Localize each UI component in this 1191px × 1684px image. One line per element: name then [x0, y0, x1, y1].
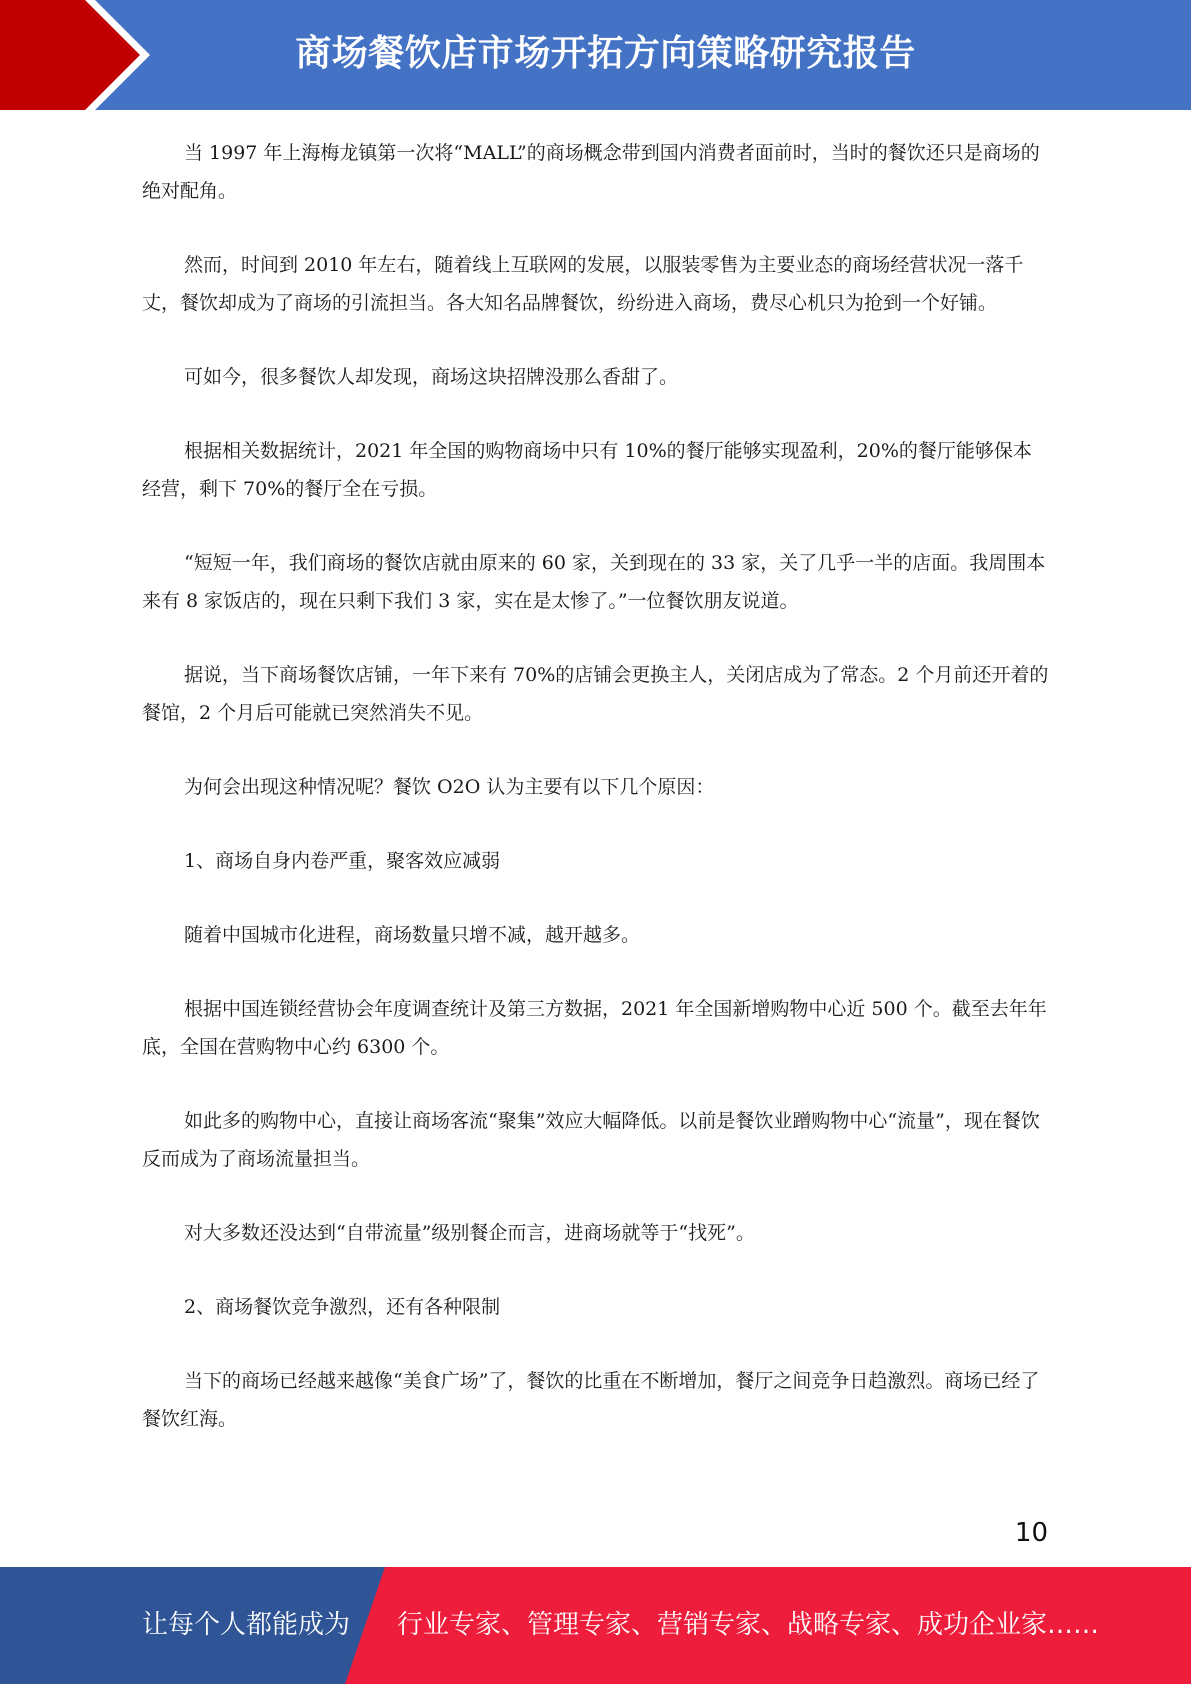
section-heading: 2、商场餐饮竞争激烈，还有各种限制 [184, 1296, 501, 1318]
page-title: 商场餐饮店市场开拓方向策略研究报告 [295, 33, 916, 74]
paragraph: 然而，时间到 2010 年左右，随着线上互联网的发展，以服装零售为主要业态的商场经营状况一落千丈，餐饮却成为了商场的引流担当。各大知名品牌餐饮，纷纷进入商场，费尽心机只为抢到一个好铺。 [142, 254, 1024, 314]
paragraph: “短短一年，我们商场的餐饮店就由原来的 60 家，关到现在的 33 家，关了几乎一半的店面。我周围本来有 8 家饭店的，现在只剩下我们 3 家，实在是太惨了。”一位餐饮朋友说道。 [142, 552, 1046, 612]
paragraph: 为何会出现这种情况呢？餐饮 O2O 认为主要有以下几个原因： [184, 776, 715, 798]
footer-slogan-left: 让每个人都能成为 [142, 1610, 351, 1640]
footer-slogan-right: 行业专家、管理专家、营销专家、战略专家、成功企业家…… [397, 1610, 1100, 1640]
paragraph: 当下的商场已经越来越像“美食广场”了，餐饮的比重在不断增加，餐厅之间竞争日趋激烈。商场已经了餐饮红海。 [142, 1370, 1040, 1430]
section-heading: 1、商场自身内卷严重，聚客效应减弱 [184, 850, 501, 872]
paragraph: 如此多的购物中心，直接让商场客流“聚集”效应大幅降低。以前是餐饮业蹭购物中心“流量”，现在餐饮反而成为了商场流量担当。 [142, 1110, 1040, 1170]
article-body [142, 134, 1050, 1474]
footer-banner [0, 1567, 1191, 1684]
paragraph: 随着中国城市化进程，商场数量只增不减，越开越多。 [184, 924, 641, 946]
paragraph: 根据相关数据统计，2021 年全国的购物商场中只有 10%的餐厅能够实现盈利，20%的餐厅能够保本经营，剩下 70%的餐厅全在亏损。 [142, 440, 1032, 500]
page-number: 10 [1014, 1518, 1048, 1548]
paragraph: 据说，当下商场餐饮店铺，一年下来有 70%的店铺会更换主人，关闭店成为了常态。2 个月前还开着的餐馆，2 个月后可能就已突然消失不见。 [142, 664, 1049, 724]
paragraph: 根据中国连锁经营协会年度调查统计及第三方数据，2021 年全国新增购物中心近 500 个。截至去年年底，全国在营购物中心约 6300 个。 [142, 998, 1047, 1058]
paragraph: 对大多数还没达到“自带流量”级别餐企而言，进商场就等于“找死”。 [184, 1222, 755, 1244]
paragraph: 可如今，很多餐饮人却发现，商场这块招牌没那么香甜了。 [184, 366, 679, 388]
header-bar [0, 0, 1191, 110]
paragraph: 当 1997 年上海梅龙镇第一次将“MALL”的商场概念带到国内消费者面前时，当时的餐饮还只是商场的绝对配角。 [142, 142, 1040, 202]
